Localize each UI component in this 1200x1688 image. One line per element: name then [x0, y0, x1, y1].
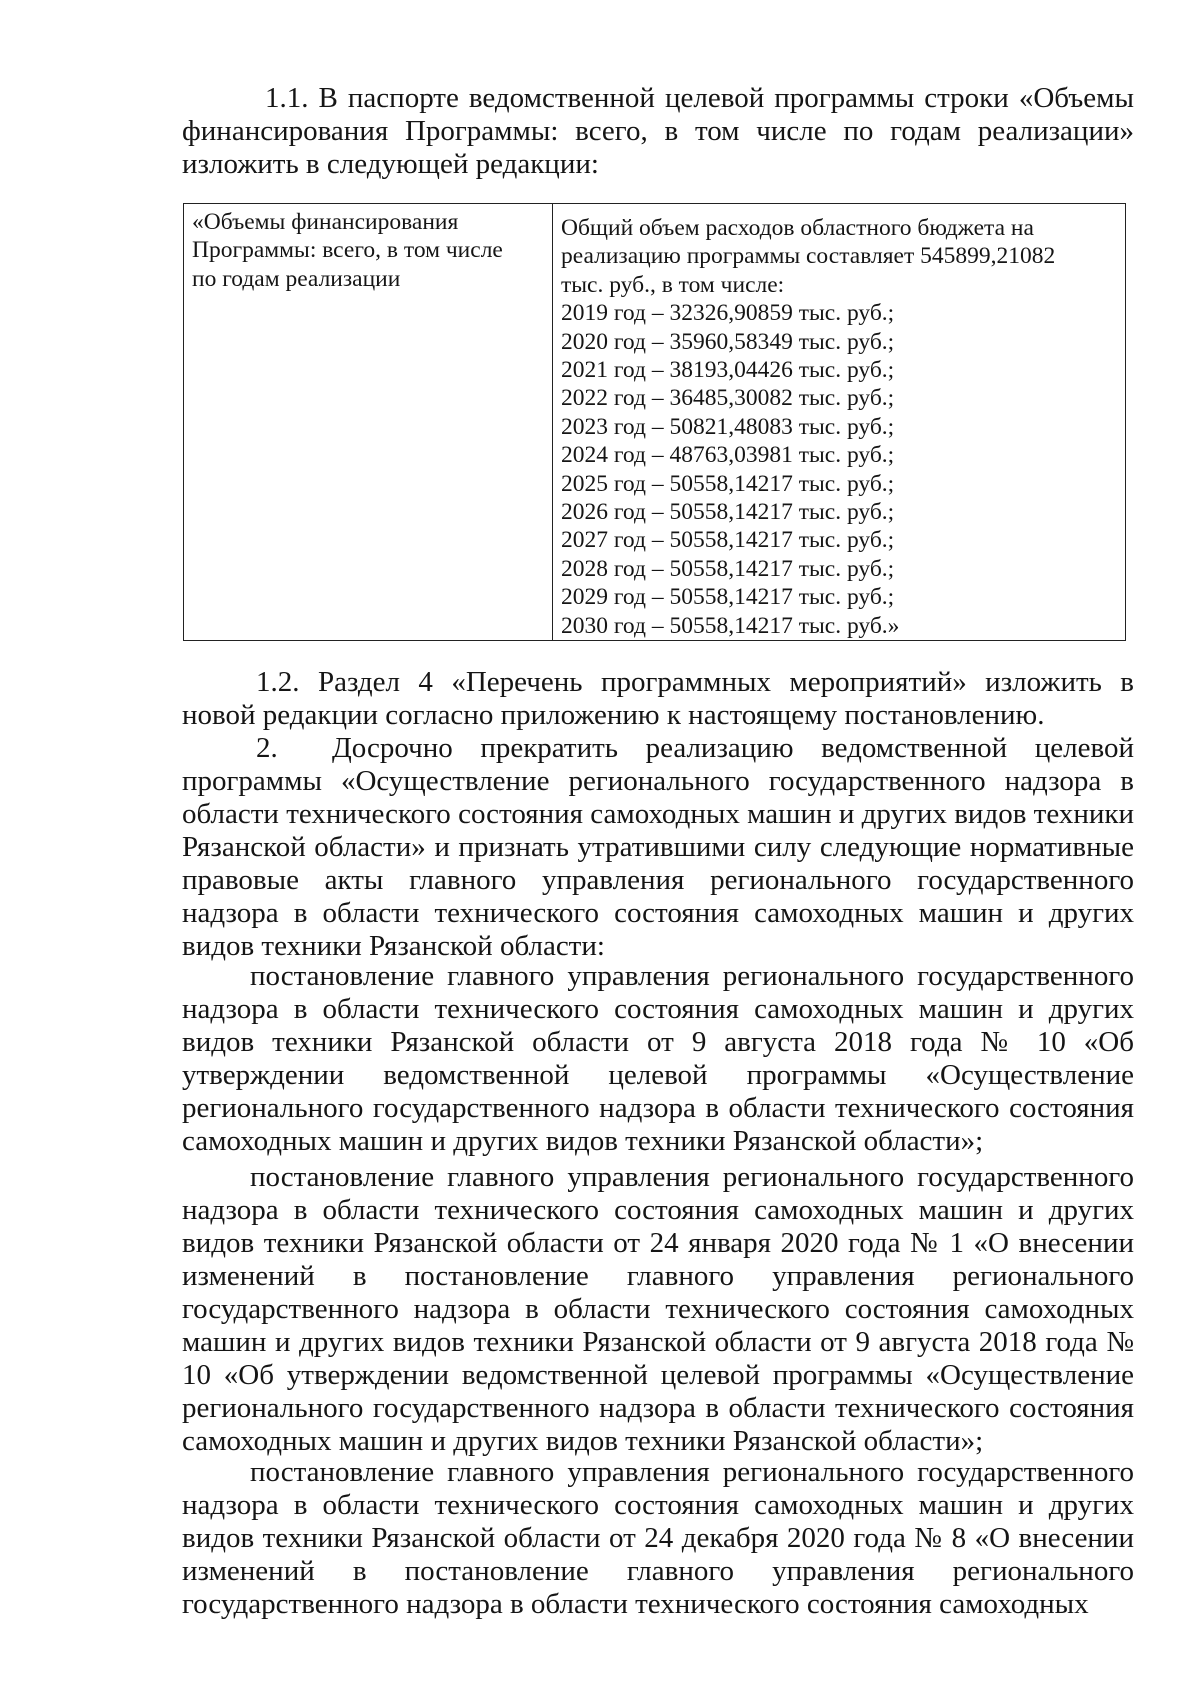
cell-line: по годам реализации	[192, 265, 401, 292]
paragraph-2-text: Досрочно прекратить реализацию ведомственной целевой программы «Осуществление регионального государственного надзора в области технического состояния самоходных машин и других видов техники Рязанской области» и признать утратившими силу следующие нормативные правовые акты главного управления регионального государственного надзора в области технического состояния самоходных машин и других видов техники Рязанской области:	[182, 732, 1134, 962]
year-line-2030: 2030 год – 50558,14217 тыс. руб.»	[561, 612, 900, 639]
year-line-2025: 2025 год – 50558,14217 тыс. руб.;	[561, 470, 895, 497]
year-line-2027: 2027 год – 50558,14217 тыс. руб.;	[561, 527, 895, 554]
paragraph-1-1: 1.1. В паспорте ведомственной целевой программы строки «Объемы финансирования Программы: всего, в том числе по годам реализации» изложить в следующей редакции:	[182, 82, 1134, 180]
table-cell-value	[553, 204, 1126, 641]
table-cell-label	[184, 204, 553, 641]
year-line-2021: 2021 год – 38193,04426 тыс. руб.;	[561, 357, 895, 384]
cell-line: Общий объем расходов областного бюджета на	[561, 215, 1034, 241]
paragraph-resolution-jan-2020: постановление главного управления регионального государственного надзора в области технического состояния самоходных машин и других видов техники Рязанской области от 24 января 2020 года № 1 «О внесении изменений в постановление главного управления регионального государственного надзора в области технического состояния самоходных машин и других видов техники Рязанской области от 9 августа 2018 года № 10 «Об утверждении ведомственной целевой программы «Осуществление регионального государственного надзора в области технического состояния самоходных машин и других видов техники Рязанской области»;	[182, 1161, 1134, 1457]
paragraph-resolution-2018: постановление главного управления регионального государственного надзора в области технического состояния самоходных машин и других видов техники Рязанской области от 9 августа 2018 года № 10 «Об утверждении ведомственной целевой программы «Осуществление регионального государственного надзора в области технического состояния самоходных машин и других видов техники Рязанской области»;	[182, 960, 1134, 1157]
year-line-2019: 2019 год – 32326,90859 тыс. руб.;	[561, 300, 895, 327]
paragraph-number: 2.	[256, 732, 278, 764]
year-line-2028: 2028 год – 50558,14217 тыс. руб.;	[561, 555, 895, 582]
passport-table	[183, 203, 1126, 641]
cell-line: реализацию программы составляет 545899,21082	[561, 243, 1056, 270]
cell-line: Программы: всего, в том числе	[192, 237, 503, 264]
year-line-2026: 2026 год – 50558,14217 тыс. руб.;	[561, 499, 895, 526]
year-line-2022: 2022 год – 36485,30082 тыс. руб.;	[561, 385, 895, 412]
year-line-2020: 2020 год – 35960,58349 тыс. руб.;	[561, 328, 895, 355]
year-line-2024: 2024 год – 48763,03981 тыс. руб.;	[561, 442, 895, 469]
paragraph-resolution-dec-2020: постановление главного управления регионального государственного надзора в области технического состояния самоходных машин и других видов техники Рязанской области от 24 декабря 2020 года № 8 «О внесении изменений в постановление главного управления регионального государственного надзора в области технического состояния самоходных	[182, 1456, 1134, 1620]
paragraph-2	[182, 732, 1134, 963]
year-line-2029: 2029 год – 50558,14217 тыс. руб.;	[561, 584, 895, 611]
table-row	[184, 204, 1126, 641]
cell-line: «Объемы финансирования	[192, 209, 459, 235]
cell-line: тыс. руб., в том числе:	[561, 271, 785, 298]
year-line-2023: 2023 год – 50821,48083 тыс. руб.;	[561, 413, 895, 440]
paragraph-1-2: 1.2. Раздел 4 «Перечень программных мероприятий» изложить в новой редакции согласно приложению к настоящему постановлению.	[182, 666, 1134, 731]
